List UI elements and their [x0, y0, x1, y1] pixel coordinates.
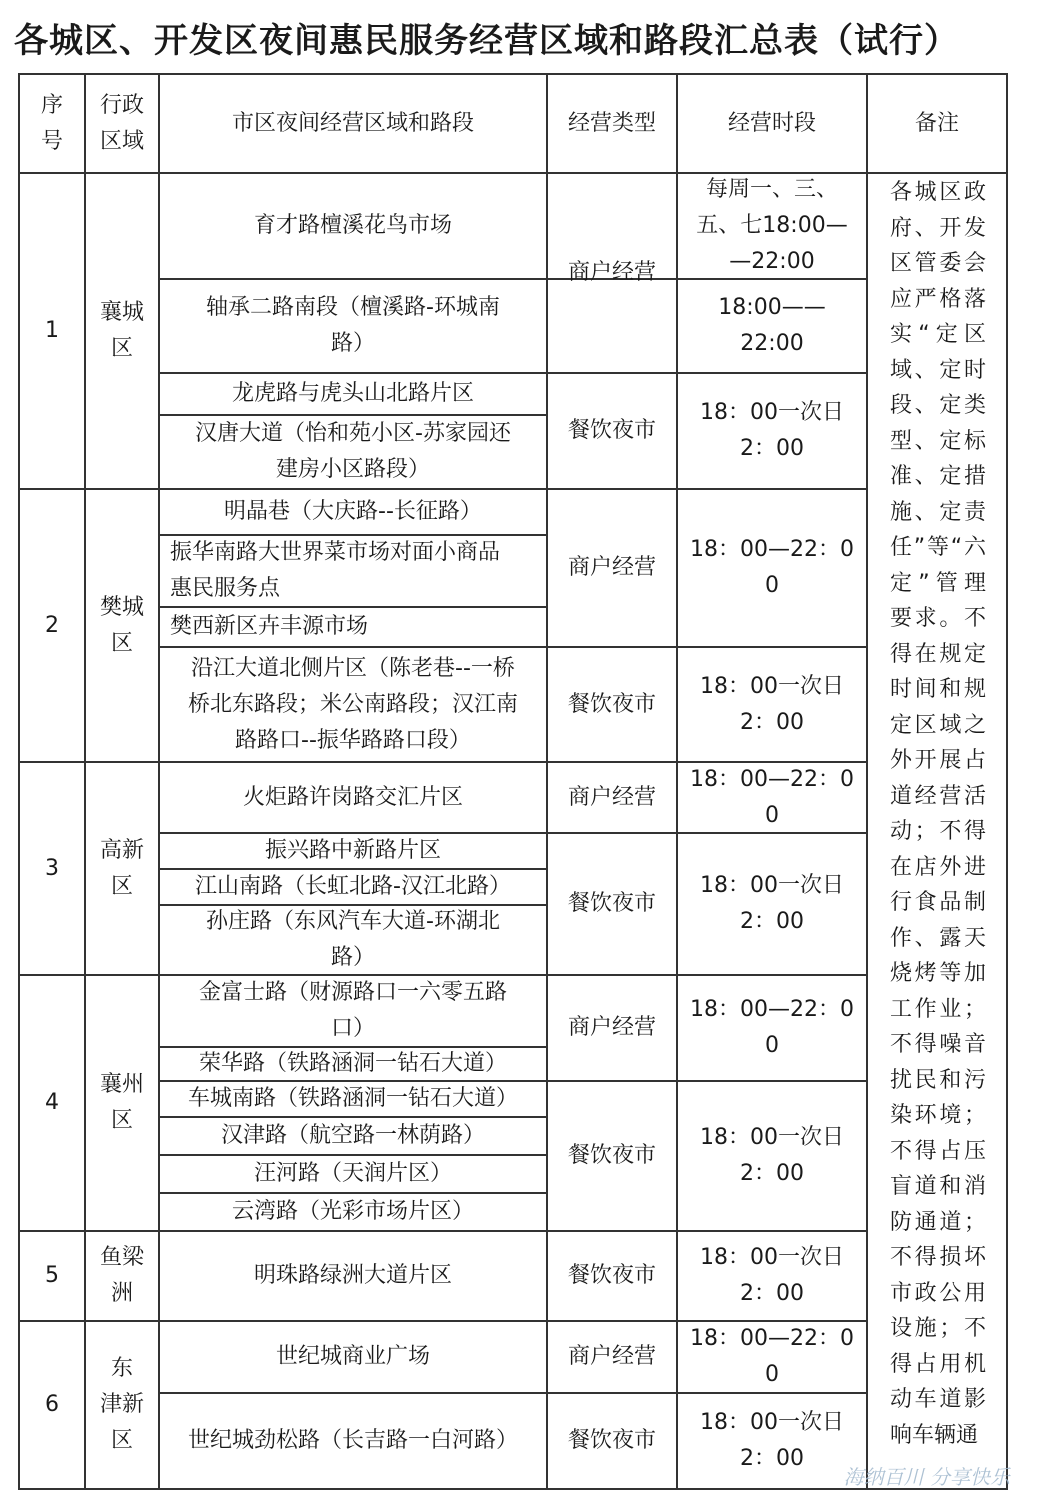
type-cell: 餐饮夜市 — [567, 1143, 656, 1168]
time-cell: 18：00一次日 2：00 — [700, 1125, 844, 1186]
type-cell: 餐饮夜市 — [567, 418, 656, 443]
type-cell: 商户经营 — [567, 260, 656, 285]
area-cell: 轴承二路南段（檀溪路-环城南 路） — [206, 295, 500, 356]
row-number: 4 — [45, 1090, 59, 1115]
area-cell: 孙庄路（东风汽车大道-环湖北 路） — [206, 909, 500, 970]
remark-cell: 各城区政府、开发区管委会应严格落实“定区域、定时段、定类型、定标准、定措施、定责任”等“六定”管理要求。不得在规定时间和规定区域之外开展占道经营活动；不得在店外进行食品制作、露天烧烤等加工作业；不得噪音扰民和污染环境；不得占压盲道和消防通道；不得损坏市政公用设施；不得占用机动车道影响车辆通 — [890, 180, 986, 1448]
time-cell: 每周一、三、 五、七18:00— —22:00 — [696, 177, 848, 274]
time-cell: 18：00—22：0 0 — [690, 997, 854, 1058]
row-number: 6 — [45, 1392, 59, 1417]
time-cell: 18：00一次日 2：00 — [700, 873, 844, 934]
district-name: 襄城 区 — [99, 300, 144, 361]
time-cell: 18：00—22：0 0 — [690, 1326, 854, 1387]
area-cell: 世纪城商业广场 — [275, 1344, 430, 1369]
area-cell: 江山南路（长虹北路-汉江北路） — [195, 874, 511, 899]
time-cell: 18:00——22:00 — [718, 295, 826, 356]
district-name: 樊城 区 — [99, 594, 144, 656]
area-cell: 金富士路（财源路口一六零五路 口） — [198, 980, 507, 1041]
district-name: 东 津新 区 — [99, 1356, 144, 1453]
time-cell: 18：00—22：0 0 — [690, 766, 854, 828]
district-name: 襄州 区 — [99, 1072, 144, 1133]
time-cell: 18：00一次日 2：00 — [700, 400, 844, 461]
type-cell: 商户经营 — [567, 1015, 656, 1040]
area-cell: 明晶巷（大庆路--长征路） — [224, 499, 482, 524]
type-cell: 商户经营 — [567, 784, 656, 810]
row-number: 5 — [45, 1263, 59, 1288]
type-cell: 餐饮夜市 — [567, 691, 656, 717]
area-cell: 明珠路绿洲大道片区 — [253, 1263, 452, 1288]
area-cell: 云湾路（光彩市场片区） — [231, 1199, 474, 1224]
type-cell: 餐饮夜市 — [567, 891, 656, 916]
header-type: 经营类型 — [567, 110, 656, 136]
area-cell: 荣华路（铁路涵洞一钻石大道） — [198, 1051, 507, 1076]
table-border-right — [1006, 73, 1008, 1490]
area-cell: 育才路檀溪花鸟市场 — [253, 213, 452, 238]
area-cell: 火炬路许岗路交汇片区 — [242, 784, 463, 810]
area-cell: 汉津路（航空路一林荫路） — [220, 1123, 485, 1148]
area-cell: 沿江大道北侧片区（陈老巷--一桥 桥北东路段；米公南路段；汉江南 路路口--振华路路口段） — [187, 655, 518, 753]
type-cell: 商户经营 — [567, 1344, 656, 1369]
area-cell: 樊西新区卉丰源市场 — [170, 614, 369, 639]
type-cell: 商户经营 — [567, 555, 656, 580]
district-name: 高新 区 — [99, 837, 144, 899]
time-cell: 18：00一次日 2：00 — [700, 673, 844, 735]
header-time: 经营时段 — [727, 110, 816, 136]
area-cell: 汪河路（天润片区） — [253, 1161, 452, 1186]
row-number: 3 — [45, 855, 59, 881]
row-number: 2 — [45, 612, 59, 638]
area-cell: 车城南路（铁路涵洞一钻石大道） — [187, 1086, 518, 1111]
row-number: 1 — [45, 318, 59, 343]
time-cell: 18：00—22：0 0 — [690, 537, 854, 598]
column-divider — [866, 73, 868, 1490]
watermark: 海纳百川 分享快乐 — [843, 1465, 1010, 1489]
district-name: 鱼梁 洲 — [99, 1245, 144, 1306]
header-district: 行政 区域 — [99, 92, 144, 154]
time-cell: 18：00一次日 2：00 — [700, 1245, 844, 1306]
area-cell: 振华南路大世界菜市场对面小商品 惠民服务点 — [170, 540, 501, 601]
header-no: 序 号 — [40, 92, 63, 154]
type-cell: 餐饮夜市 — [567, 1428, 656, 1453]
area-cell: 汉唐大道（怡和苑小区-苏家园还 建房小区路段） — [195, 421, 511, 482]
header-remark: 备注 — [914, 110, 959, 136]
time-cell: 18：00一次日 2：00 — [700, 1410, 844, 1471]
area-cell: 世纪城劲松路（长吉路一白河路） — [187, 1428, 518, 1453]
type-cell: 餐饮夜市 — [567, 1263, 656, 1288]
page-title: 各城区、开发区夜间惠民服务经营区域和路段汇总表（试行） — [14, 21, 959, 61]
area-cell: 振兴路中新路片区 — [264, 838, 441, 863]
area-cell: 龙虎路与虎头山北路片区 — [231, 381, 474, 406]
header-area: 市区夜间经营区域和路段 — [231, 110, 474, 136]
